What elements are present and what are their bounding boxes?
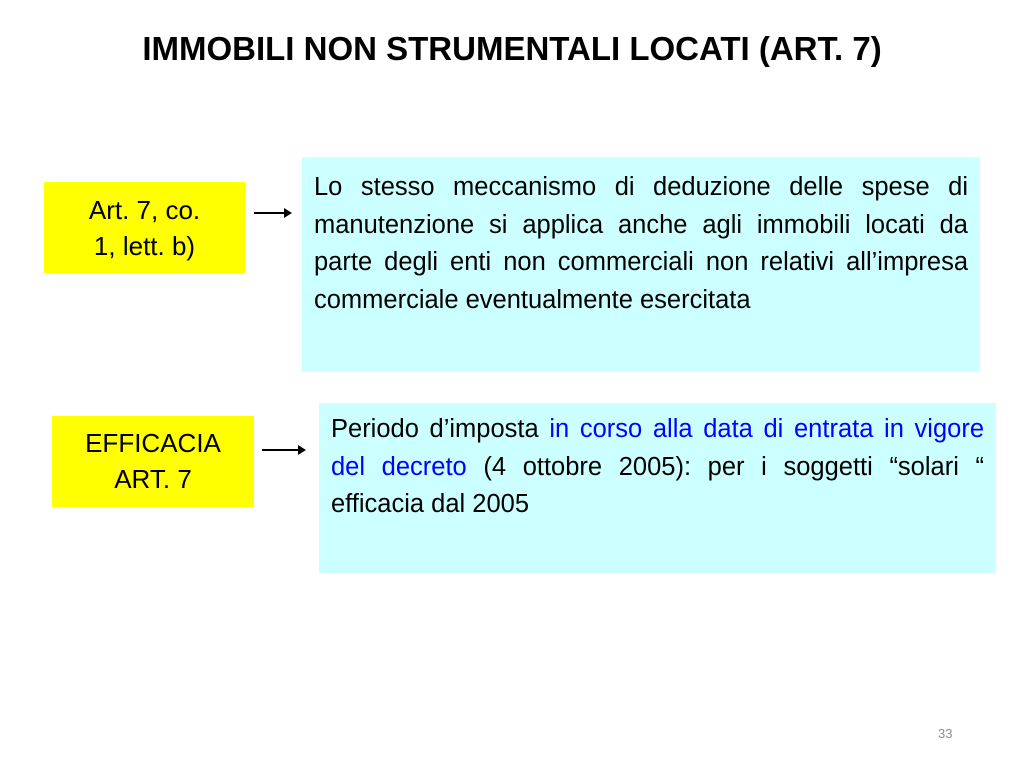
efficacy-highlight-text: in corso alla data di entrata in vigore del decreto (331, 415, 984, 481)
slide-title: IMMOBILI NON STRUMENTALI LOCATI (ART. 7) (142, 30, 882, 67)
arrow-right-icon (254, 212, 290, 214)
article-reference-label (44, 182, 245, 273)
label-line-2: ART. 7 (114, 464, 192, 494)
label-line-1: Art. 7, co. (88, 195, 201, 225)
efficacy-label (52, 416, 254, 507)
label-line-2: 1, lett. b) (93, 231, 196, 261)
label-line-1: EFFICACIA (85, 428, 221, 458)
deduction-description-box (302, 157, 980, 372)
page-number: 33 (938, 726, 953, 741)
efficacy-description-box (319, 403, 996, 573)
arrow-right-icon (262, 449, 304, 451)
efficacy-text-end: (4 ottobre 2005): per i soggetti “solari “ efficacia dal 2005 (331, 452, 985, 518)
efficacy-text-start: Periodo d’imposta (331, 415, 550, 443)
deduction-description-text: Lo stesso meccanismo di deduzione delle spese di manutenzione si applica anche agli immobili locati da parte degli enti non commerciali non relativi all’impresa commerciale eventualmente esercitata (314, 173, 968, 314)
